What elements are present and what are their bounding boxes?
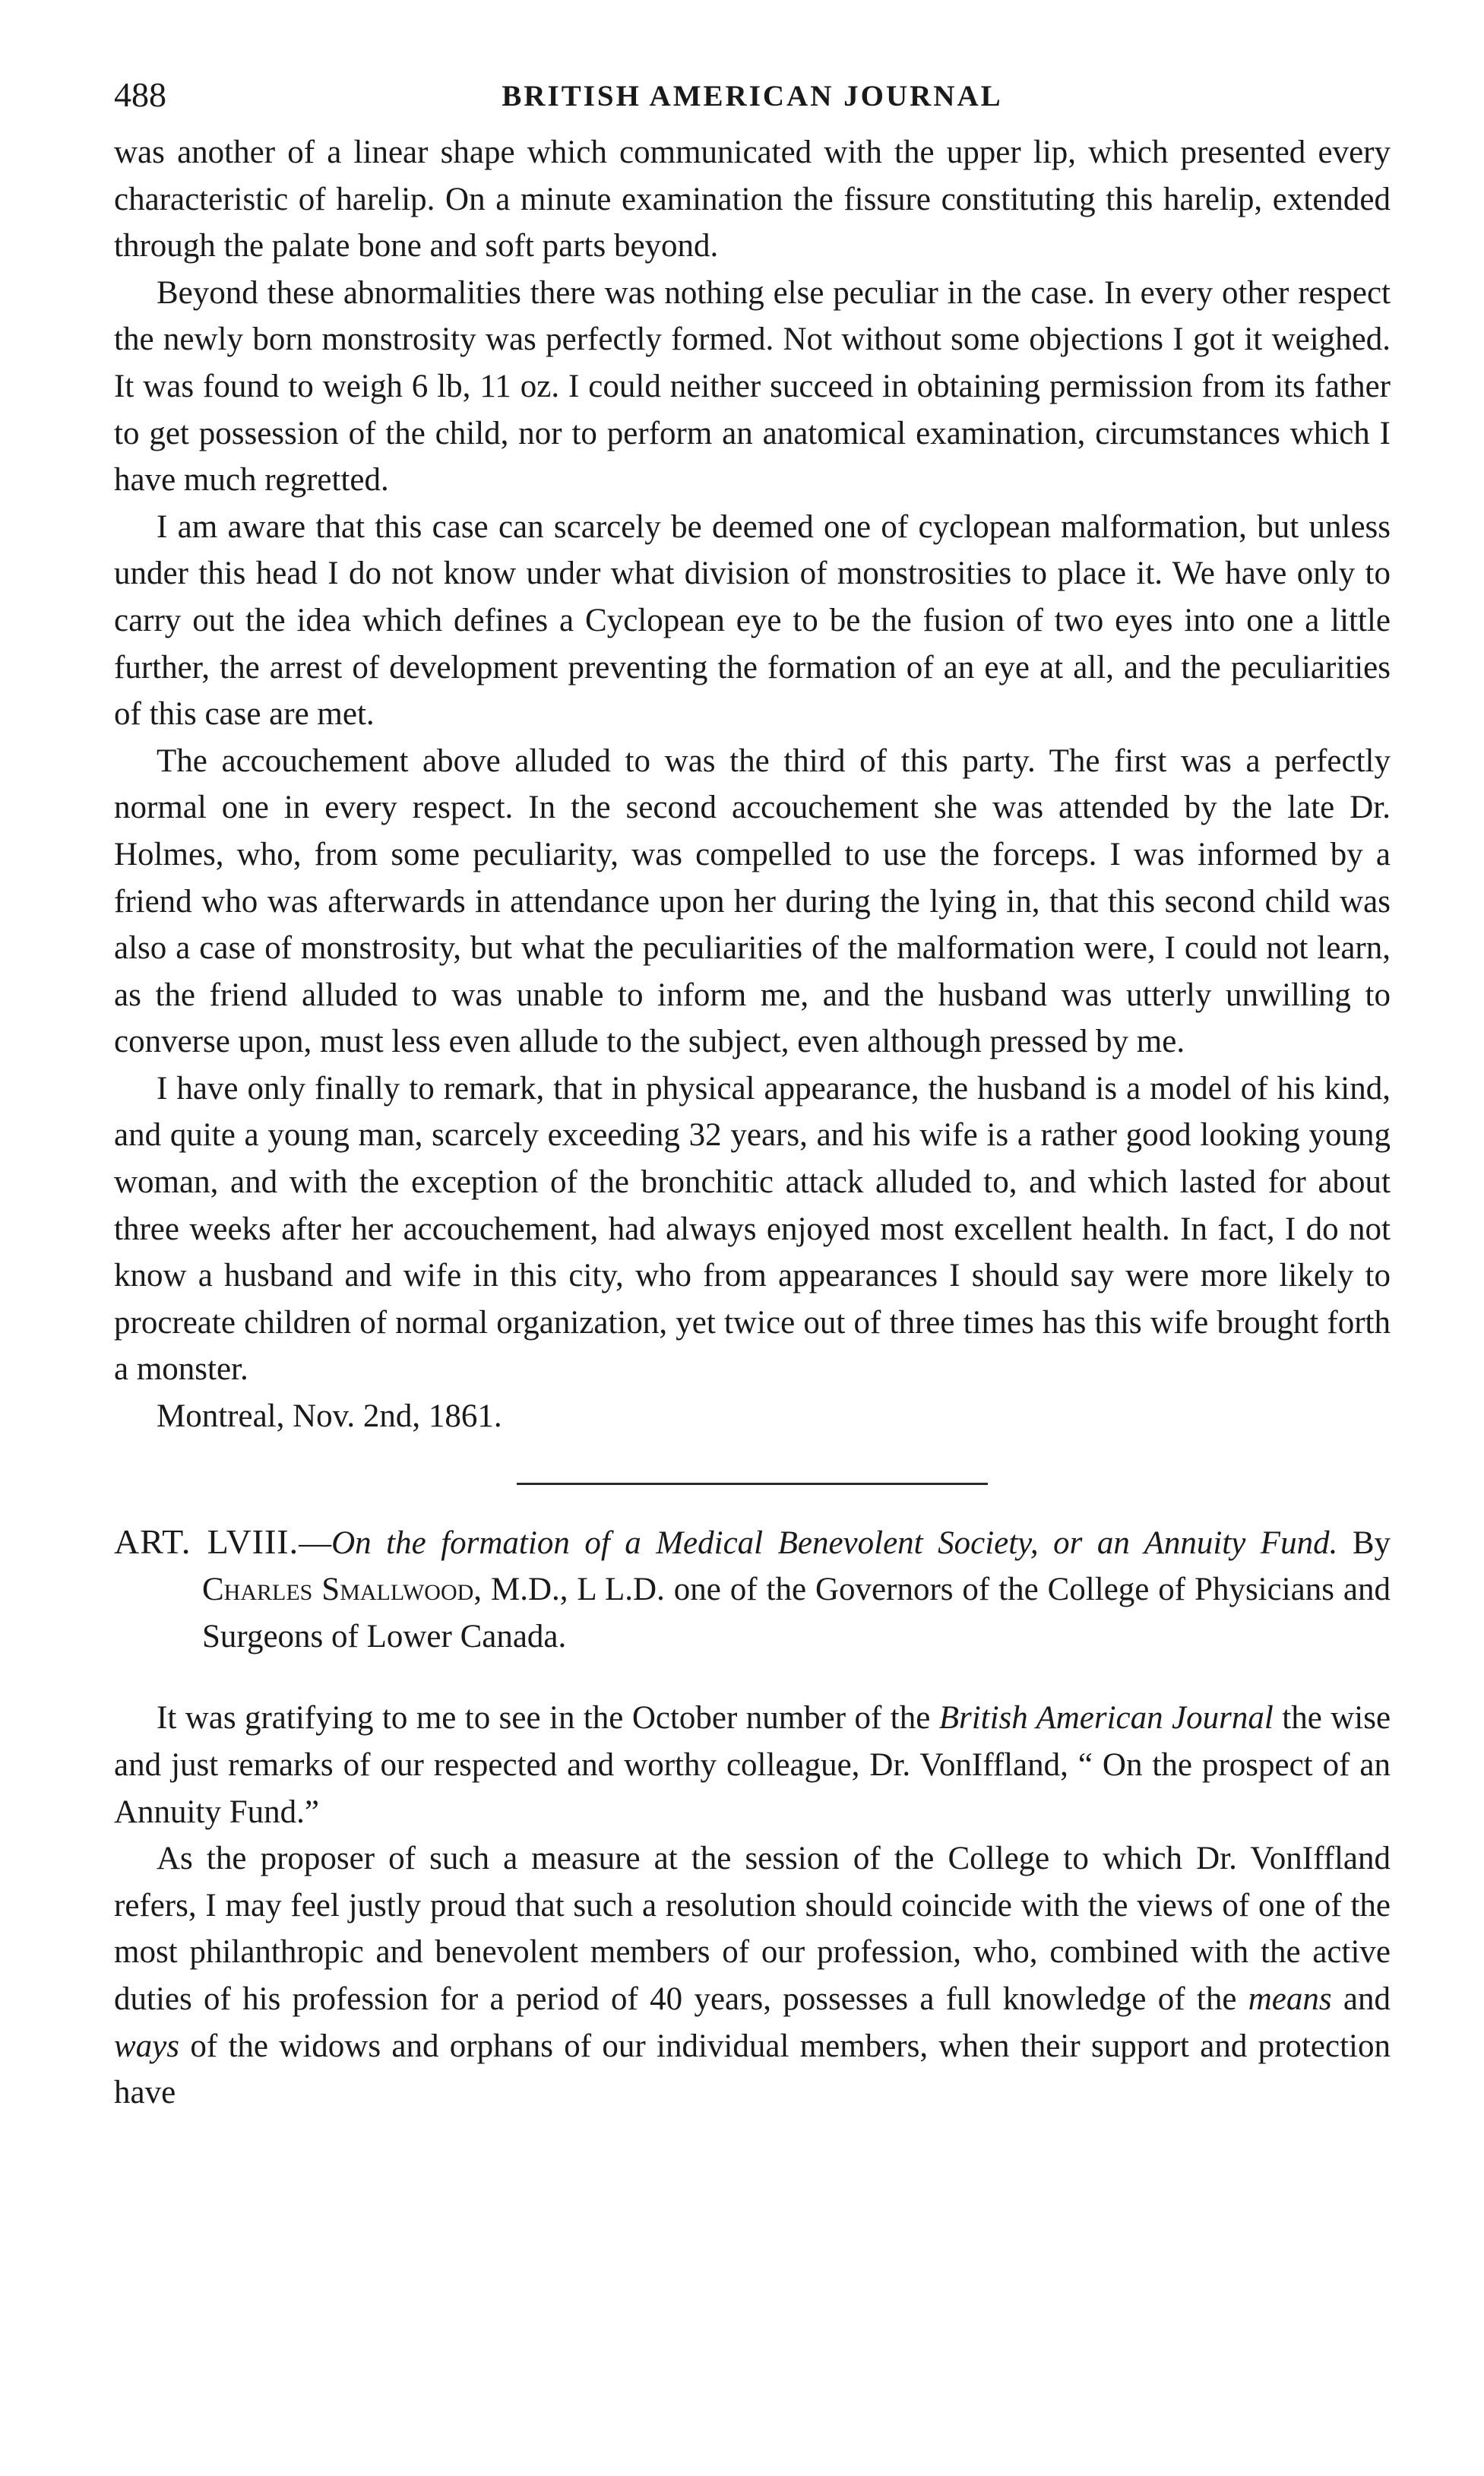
paragraph-accouchement: The accouchement above alluded to was the third of this party. The first was a perfectly normal one in every respect. In the second accouchement she was attended by the late Dr. Holmes, who, from some peculiarity, was compelled to use the forceps. I was informed by a friend who was afterwards in attendance upon her during the lying in, that this second child was also a case of monstrosity, but what the peculiarities of the malformation were, I could not learn, as the friend alluded to was unable to inform me, and the husband was utterly unwilling to converse upon, must less even allude to the subject, even although pressed by me. [114, 742, 1391, 1060]
article-paragraph-1 [114, 1695, 1391, 1835]
article-paragraph-2 [114, 1835, 1391, 2117]
article-p1-text-b: the wise and just remarks of our respected and worthy colleague, Dr. VonIffland, “ On the prospect of an Annuity Fund.” [114, 1700, 1391, 1830]
word-means: means [1248, 1980, 1332, 2017]
journal-page [114, 61, 1391, 2117]
page-number: 488 [114, 75, 166, 114]
article-title: On the formation of a Medical Benevolent Society, or an Annuity Fund. [331, 1525, 1338, 1561]
article-p1-text-a: It was gratifying to me to see in the October number of the [157, 1700, 931, 1737]
article-body [114, 1695, 1391, 2116]
article-p2-text-a: As the proposer of such a measure at the session of the College to which Dr. VonIffland refers, I may feel justly proud that such a resolution should coincide with the views of one of the most philanthropic and benevolent members of our profession, who, combined with the active duties of his profession for a period of 40 years, possesses a full knowledge of the [114, 1841, 1391, 2017]
paragraph-harelip: was another of a linear shape which communicated with the upper lip, which presented every characteristic of harelip. On a minute examination the fissure constituting this harelip, extended through the palate bone and soft parts beyond. [114, 135, 1391, 264]
paragraph-cyclopean: I am aware that this case can scarcely be deemed one of cyclopean malformation, but unless under this head I do not know under what division of monstrosities to place it. We have only to carry out the idea which defines a Cyclopean eye to be the fusion of two eyes into one a little further, the arrest of development preventing the formation of an eye at all, and the peculiarities of this case are met. [114, 508, 1391, 733]
case-report-continuation [114, 129, 1391, 1440]
section-divider [517, 1483, 988, 1485]
word-and: and [1343, 1980, 1391, 2017]
author-name: Charles Smallwood, [202, 1572, 483, 1608]
dateline: Montreal, Nov. 2nd, 1861. [157, 1398, 502, 1435]
title-dash: — [299, 1525, 332, 1561]
article-p2-text-b: of the widows and orphans of our individual members, when their support and protection have [114, 2028, 1391, 2111]
author-credentials: M.D., L L.D. one of the Governors of the College of Physicians and Surgeons of Lower Canada. [202, 1572, 1391, 1654]
journal-name: British American Journal [938, 1700, 1274, 1737]
article-number: ART. LVIII. [114, 1521, 299, 1561]
article-heading [114, 1518, 1391, 1661]
paragraph-remark: I have only finally to remark, that in physical appearance, the husband is a model of his kind, and quite a young man, scarcely exceeding 32 years, and his wife is a rather good looking young woman, and with the exception of the bronchitic attack alluded to, and which lasted for about three weeks after her accouchement, had always enjoyed most excellent health. In fact, I do not know a husband and wife in this city, who from appearances I should say were more likely to procreate children of normal organization, yet twice out of three times has this wife brought forth a monster. [114, 1070, 1391, 1388]
journal-title: BRITISH AMERICAN JOURNAL [502, 80, 1003, 112]
running-head [114, 61, 1391, 129]
byline-by: By [1352, 1525, 1391, 1561]
word-ways: ways [114, 2028, 179, 2064]
paragraph-abnormalities: Beyond these abnormalities there was nothing else peculiar in the case. In every other respect the newly born monstrosity was perfectly formed. Not without some objections I got it weighed. It was found to weigh 6 lb, 11 oz. I could neither succeed in obtaining permission from its father to get possession of the child, nor to perform an anatomical examination, circumstances which I have much regretted. [114, 274, 1391, 499]
